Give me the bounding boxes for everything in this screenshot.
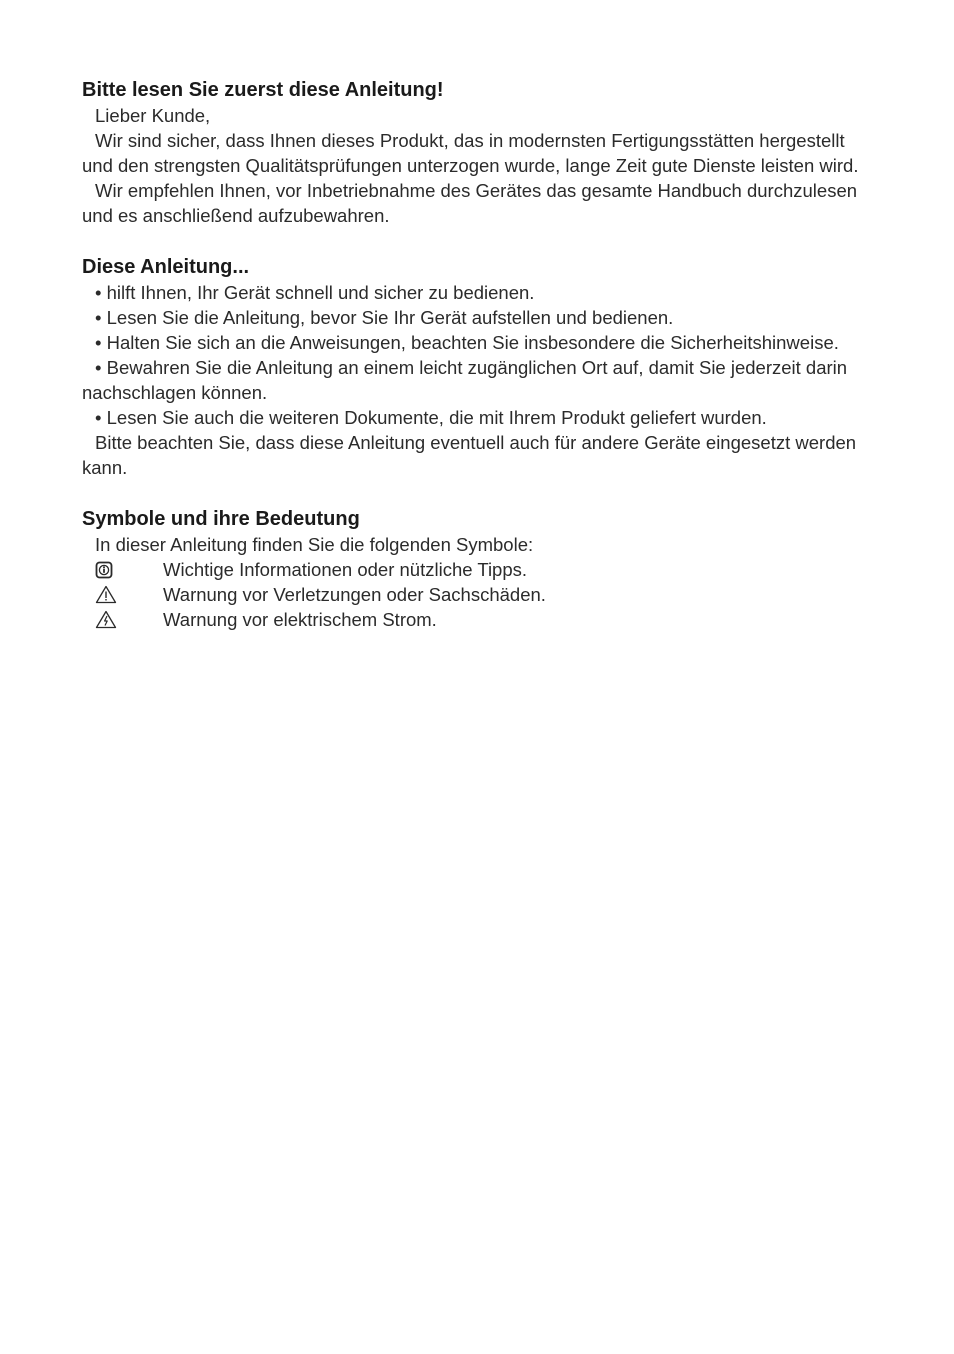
warning-triangle-icon — [95, 585, 163, 604]
bullet-item: • Halten Sie sich an die Anweisungen, beachten Sie insbesondere die Sicherheitshinweise. — [95, 332, 839, 353]
bullet-item: • Lesen Sie die Anleitung, bevor Sie Ihr Gerät aufstellen und bedienen. — [95, 307, 674, 328]
section-heading: Bitte lesen Sie zuerst diese Anleitung! — [82, 79, 444, 101]
bullet-item: • Lesen Sie auch die weiteren Dokumente, die mit Ihrem Produkt geliefert wurden. — [95, 407, 767, 428]
symbol-row-warning — [82, 582, 864, 607]
paragraph: Wir empfehlen Ihnen, vor Inbetriebnahme des Gerätes das gesamte Handbuch durchzulesen und es anschließend aufzubewahren. — [82, 180, 858, 226]
symbol-row-info — [82, 557, 864, 582]
info-icon — [95, 561, 163, 579]
symbol-row-electric — [82, 607, 864, 632]
section-this-manual — [82, 255, 864, 480]
section-read-first — [82, 78, 864, 228]
section-symbols — [82, 507, 864, 632]
symbol-description: Warnung vor elektrischem Strom. — [163, 609, 437, 630]
paragraph: Lieber Kunde, — [95, 105, 211, 126]
electric-warning-icon — [95, 610, 163, 629]
section-heading: Symbole und ihre Bedeutung — [82, 508, 360, 530]
paragraph: Bitte beachten Sie, dass diese Anleitung eventuell auch für andere Geräte eingesetzt werden kann. — [82, 432, 857, 478]
symbol-description: Wichtige Informationen oder nützliche Tipps. — [163, 559, 528, 580]
paragraph: In dieser Anleitung finden Sie die folgenden Symbole: — [95, 534, 534, 555]
section-heading: Diese Anleitung... — [82, 256, 250, 278]
bullet-item: • hilft Ihnen, Ihr Gerät schnell und sicher zu bedienen. — [95, 282, 535, 303]
symbol-description: Warnung vor Verletzungen oder Sachschäden. — [163, 584, 546, 605]
paragraph: Wir sind sicher, dass Ihnen dieses Produkt, das in modernsten Fertigungsstätten hergestellt und den strengsten Qualitätsprüfungen unterzogen wurde, lange Zeit gute Dienste leisten wird. — [82, 130, 859, 176]
bullet-item: • Bewahren Sie die Anleitung an einem leicht zugänglichen Ort auf, damit Sie jederzeit darin nachschlagen können. — [82, 357, 848, 403]
